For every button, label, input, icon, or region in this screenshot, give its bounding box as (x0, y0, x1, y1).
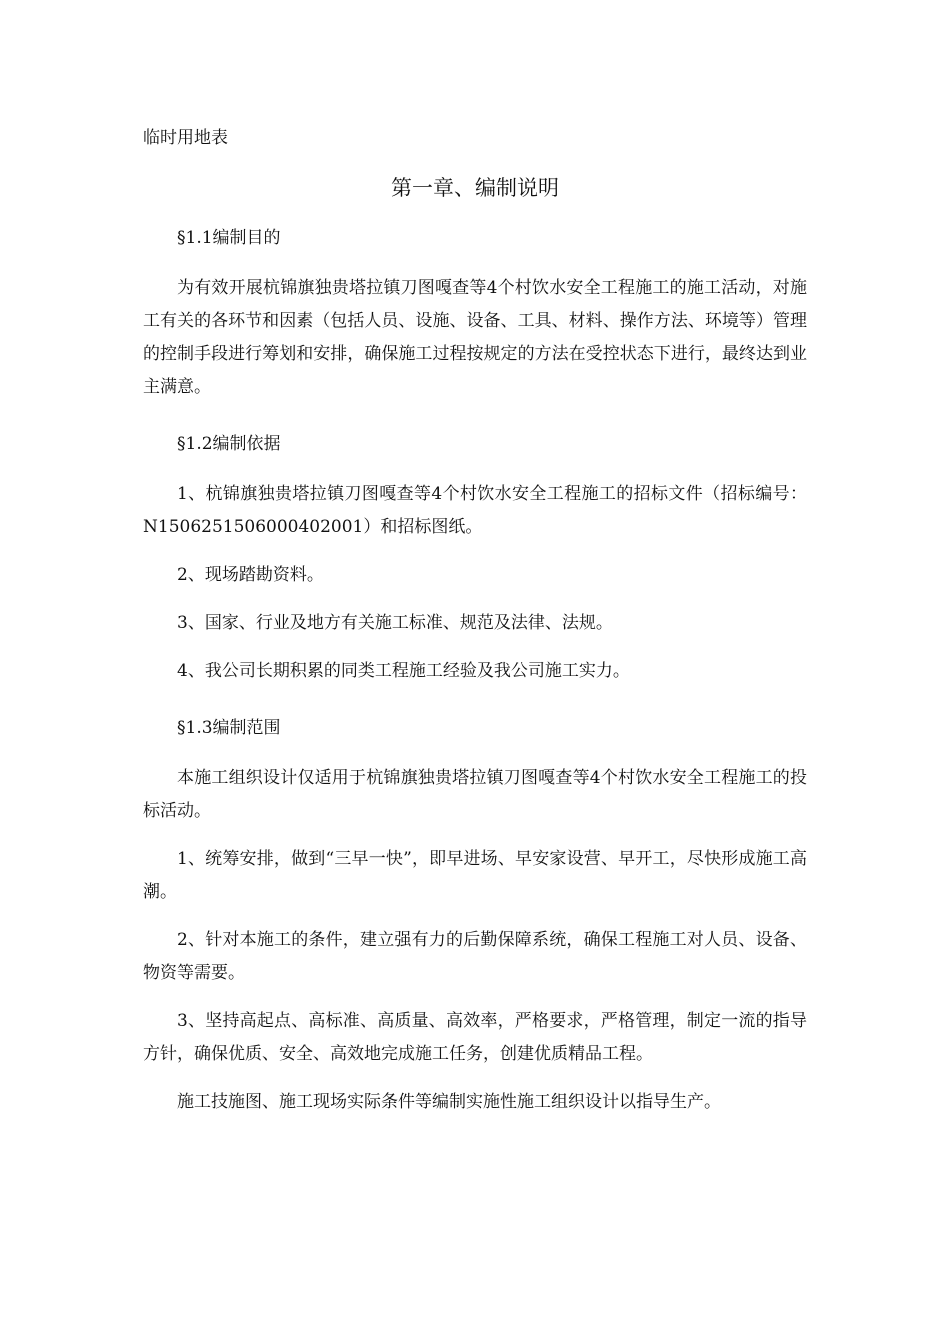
list-item-basis-2: 2、现场踏勘资料。 (177, 565, 324, 585)
section-heading-purpose: §1.1编制目的 (177, 228, 281, 248)
list-item-basis-1: 1、杭锦旗独贵塔拉镇刀图嘎查等4个村饮水安全工程施工的招标文件（招标编号：N1506251506000402001）和招标图纸。 (143, 484, 807, 537)
list-item-basis-3: 3、国家、行业及地方有关施工标准、规范及法律、法规。 (177, 613, 613, 633)
paragraph-purpose: 为有效开展杭锦旗独贵塔拉镇刀图嘎查等4个村饮水安全工程施工的施工活动，对施工有关的各环节和因素（包括人员、设施、设备、工具、材料、操作方法、环境等）管理的控制手段进行筹划和安排，确保施工过程按规定的方法在受控状态下进行，最终达到业主满意。 (143, 278, 807, 397)
page-header-label: 临时用地表 (143, 128, 228, 148)
list-item-scope-3: 3、坚持高起点、高标准、高质量、高效率，严格要求，严格管理，制定一流的指导方针，确保优质、安全、高效地完成施工任务，创建优质精品工程。 (143, 1011, 807, 1064)
list-item-scope-2: 2、针对本施工的条件，建立强有力的后勤保障系统，确保工程施工对人员、设备、物资等需要。 (143, 930, 807, 983)
section-heading-basis: §1.2编制依据 (177, 434, 281, 454)
list-item-basis-4: 4、我公司长期积累的同类工程施工经验及我公司施工实力。 (177, 661, 630, 681)
paragraph-scope-intro: 本施工组织设计仅适用于杭锦旗独贵塔拉镇刀图嘎查等4个村饮水安全工程施工的投标活动。 (143, 768, 807, 821)
document-body (143, 124, 807, 1134)
paragraph-scope-closing: 施工技施图、施工现场实际条件等编制实施性施工组织设计以指导生产。 (177, 1092, 721, 1112)
list-item-scope-1: 1、统筹安排，做到“三早一快”，即早进场、早安家设营、早开工，尽快形成施工高潮。 (143, 849, 807, 902)
section-heading-scope: §1.3编制范围 (177, 718, 281, 738)
chapter-title: 第一章、编制说明 (391, 176, 559, 200)
